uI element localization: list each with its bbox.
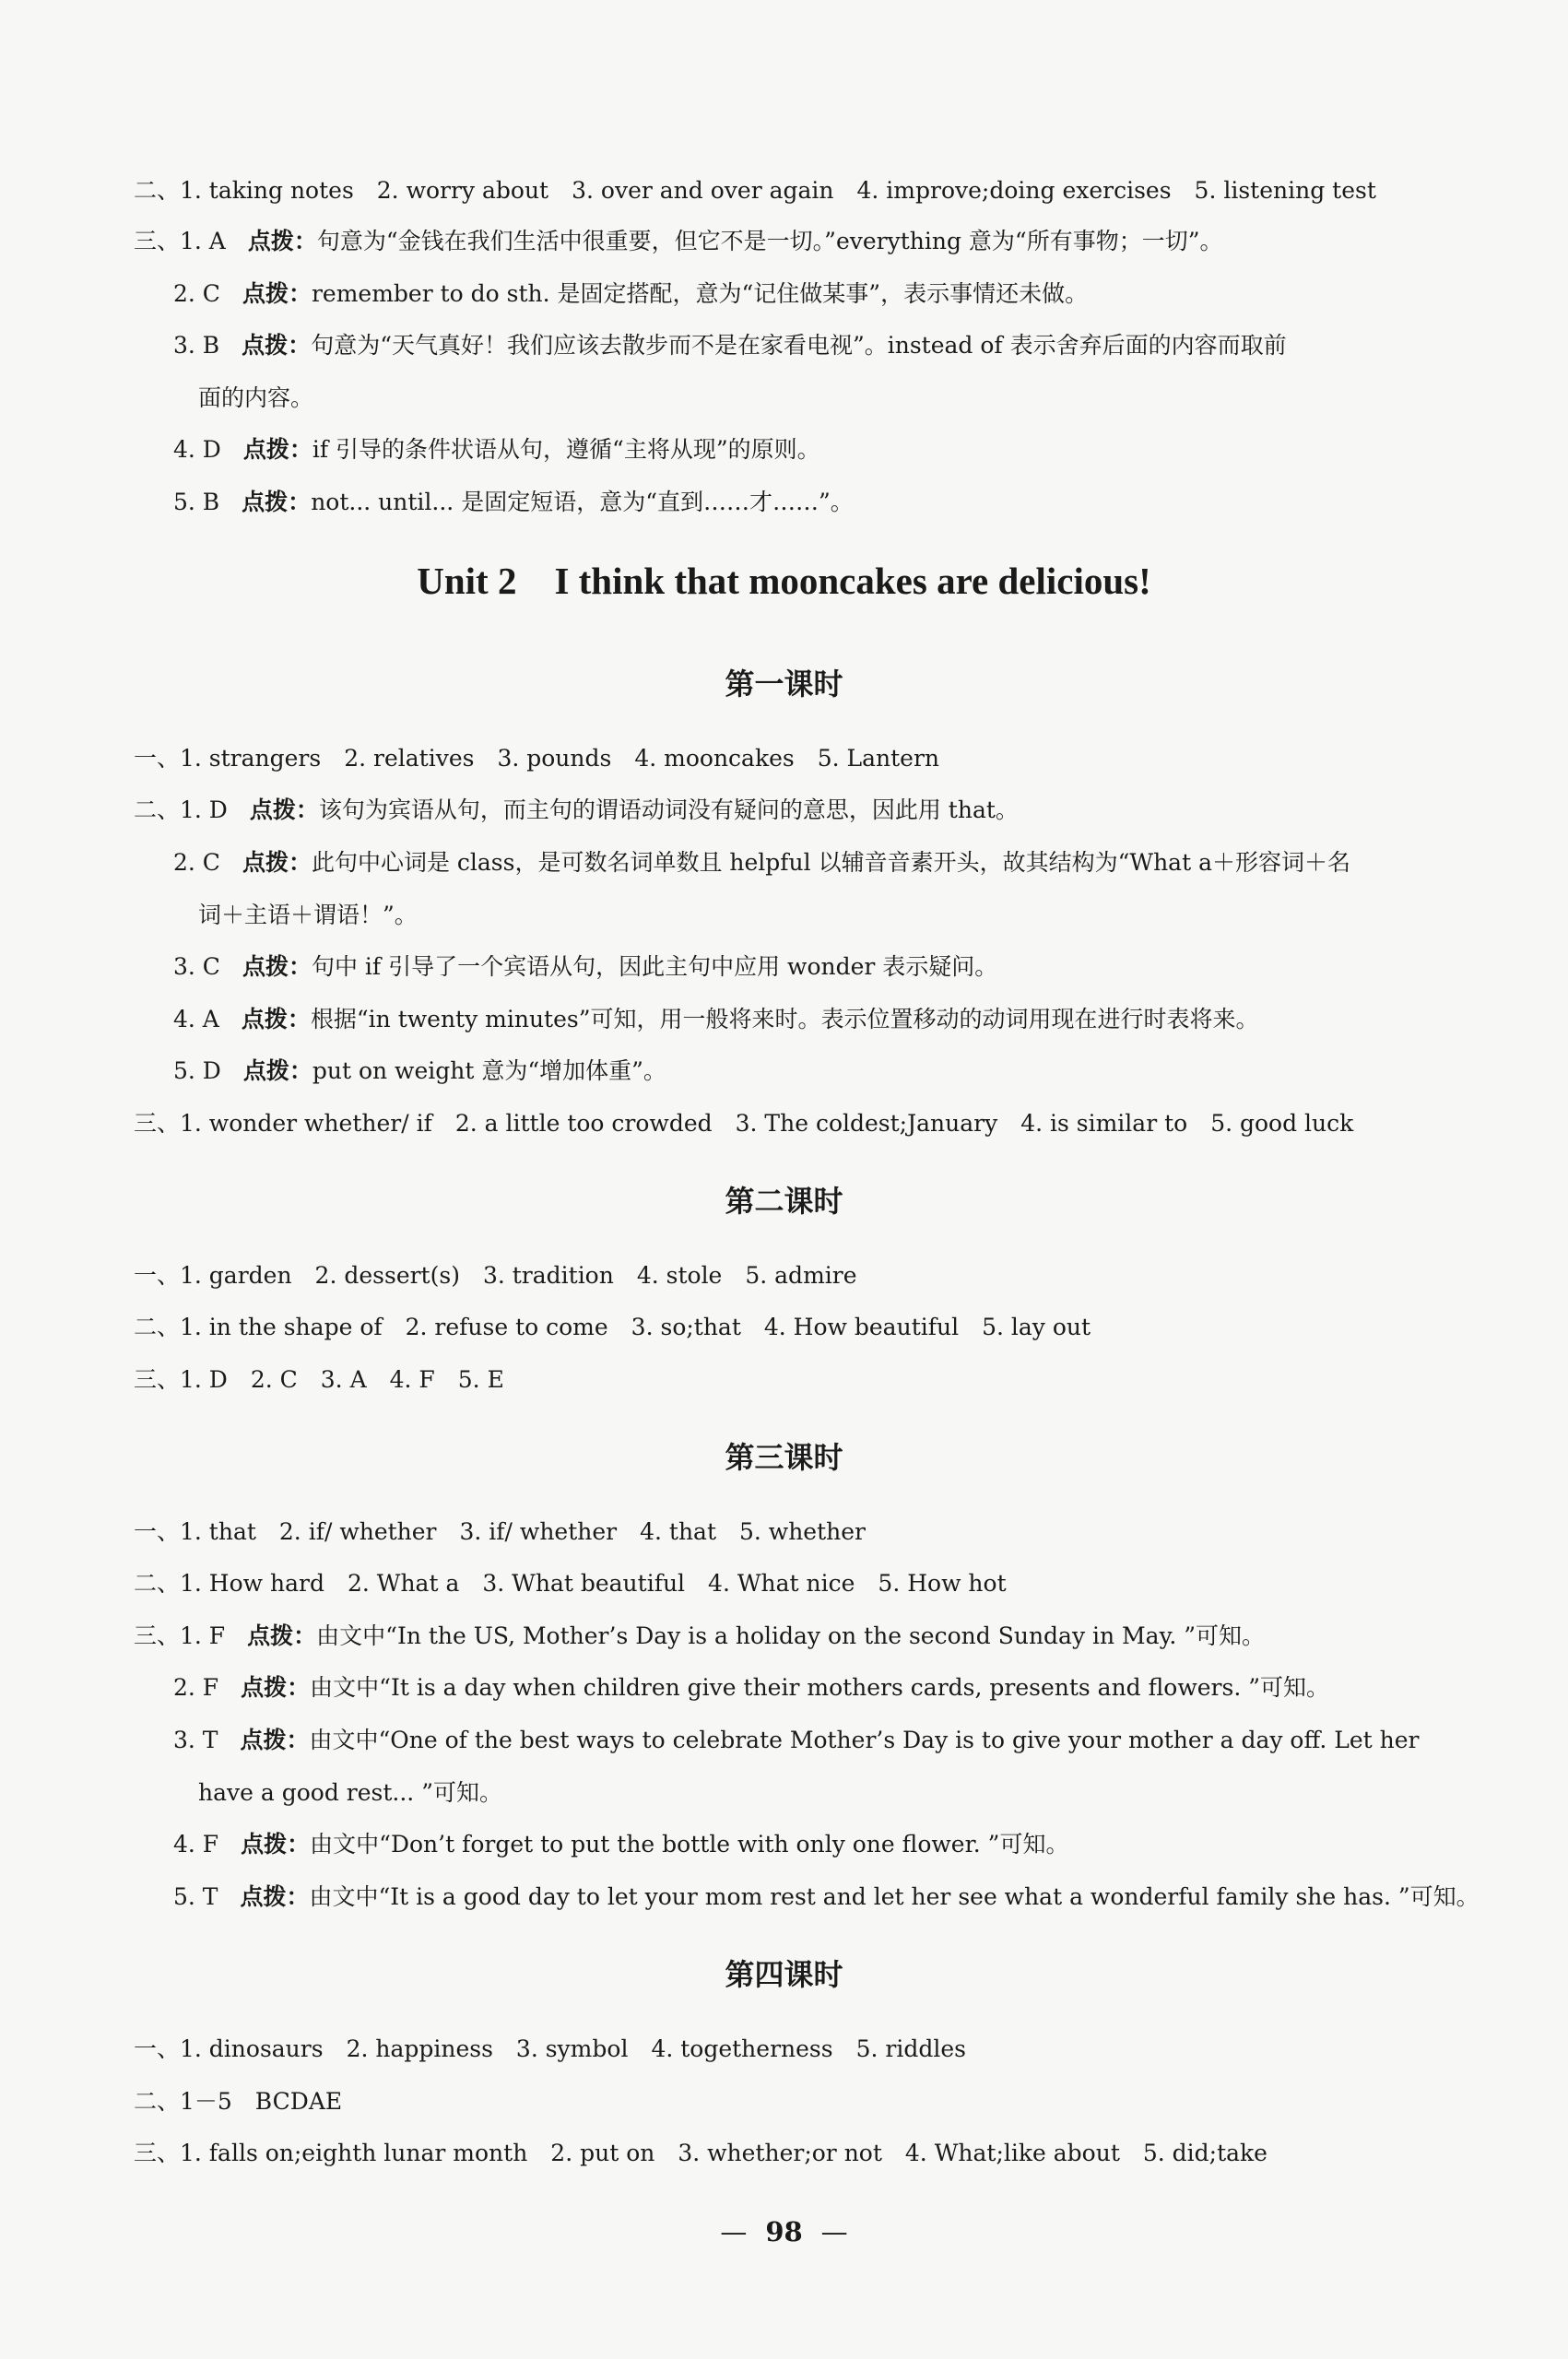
answer-line: 4. D 点拨：if 引导的条件状语从句，遵循“主将从现”的原则。 xyxy=(173,436,820,463)
answer-line: 5. T 点拨：由文中“It is a good day to let your mom rest and let her see what a wonderful family she has. ”可知。 xyxy=(173,1883,1480,1910)
answer-line: 二、1. How hard 2. What a 3. What beautiful 4. What nice 5. How hot xyxy=(134,1570,1007,1597)
section-title: 第三课时 xyxy=(725,1440,843,1475)
answer-line: 2. C 点拨：remember to do sth. 是固定搭配，意为“记住做某事”，表示事情还未做。 xyxy=(173,280,1089,307)
answer-line: 三、1. D 2. C 3. A 4. F 5. E xyxy=(134,1366,504,1393)
answer-line: 2. C 点拨：此句中心词是 class，是可数名词单数且 helpful 以辅音音素开头，故其结构为“What a＋形容词＋名 xyxy=(173,849,1350,876)
answer-line: 3. C 点拨：句中 if 引导了一个宾语从句，因此主句中应用 wonder 表示疑问。 xyxy=(173,953,998,980)
answer-line: 一、1. strangers 2. relatives 3. pounds 4. mooncakes 5. Lantern xyxy=(134,745,940,772)
answer-line-continued: have a good rest... ”可知。 xyxy=(198,1779,502,1806)
answer-line: 一、1. dinosaurs 2. happiness 3. symbol 4. togetherness 5. riddles xyxy=(134,2035,966,2062)
answer-line: 3. B 点拨：句意为“天气真好！我们应该去散步而不是在家看电视”。instead of 表示舍弃后面的内容而取前 xyxy=(173,332,1287,359)
answer-line-continued: 词＋主语＋谓语！”。 xyxy=(198,902,418,928)
answer-line: 二、1. D 点拨：该句为宾语从句，而主句的谓语动词没有疑问的意思，因此用 that。 xyxy=(134,796,1019,823)
section-title: 第一课时 xyxy=(725,666,843,702)
answer-line: 4. F 点拨：由文中“Don’t forget to put the bottle with only one flower. ”可知。 xyxy=(173,1831,1069,1858)
answer-line: 三、1. falls on;eighth lunar month 2. put on 3. whether;or not 4. What;like about 5. did;take xyxy=(134,2140,1267,2166)
answer-line: 4. A 点拨：根据“in twenty minutes”可知，用一般将来时。表示位置移动的动词用现在进行时表将来。 xyxy=(173,1006,1259,1032)
section-title: 第四课时 xyxy=(725,1957,843,1992)
answer-line: 二、1－5 BCDAE xyxy=(134,2088,343,2115)
answer-line: 一、1. that 2. if/ whether 3. if/ whether 4. that 5. whether xyxy=(134,1518,866,1545)
answer-line: 2. F 点拨：由文中“It is a day when children give their mothers cards, presents and flowers. ”可知。 xyxy=(173,1674,1329,1701)
answer-line: 5. B 点拨：not... until... 是固定短语，意为“直到……才……”。 xyxy=(173,489,854,515)
section-title: 第二课时 xyxy=(725,1184,843,1219)
answer-line: 三、1. A 点拨：句意为“金钱在我们生活中很重要，但它不是一切。”everything 意为“所有事物；一切”。 xyxy=(134,228,1223,254)
answer-line: 5. D 点拨：put on weight 意为“增加体重”。 xyxy=(173,1057,666,1084)
unit-title: Unit 2 I think that mooncakes are delicious! xyxy=(417,560,1151,602)
page-number: — 98 — xyxy=(720,2216,848,2247)
answer-line: 三、1. wonder whether/ if 2. a little too crowded 3. The coldest;January 4. is similar to 5. good luck xyxy=(134,1110,1354,1137)
answer-line: 二、1. taking notes 2. worry about 3. over and over again 4. improve;doing exercises 5. listening test xyxy=(134,177,1376,204)
answer-line: 二、1. in the shape of 2. refuse to come 3. so;that 4. How beautiful 5. lay out xyxy=(134,1314,1091,1340)
answer-line: 三、1. F 点拨：由文中“In the US, Mother’s Day is a holiday on the second Sunday in May. ”可知。 xyxy=(134,1622,1266,1649)
answer-line-continued: 面的内容。 xyxy=(198,384,314,411)
answer-line: 一、1. garden 2. dessert(s) 3. tradition 4. stole 5. admire xyxy=(134,1262,857,1289)
answer-line: 3. T 点拨：由文中“One of the best ways to celebrate Mother’s Day is to give your mother a day off. Let her xyxy=(173,1727,1420,1753)
